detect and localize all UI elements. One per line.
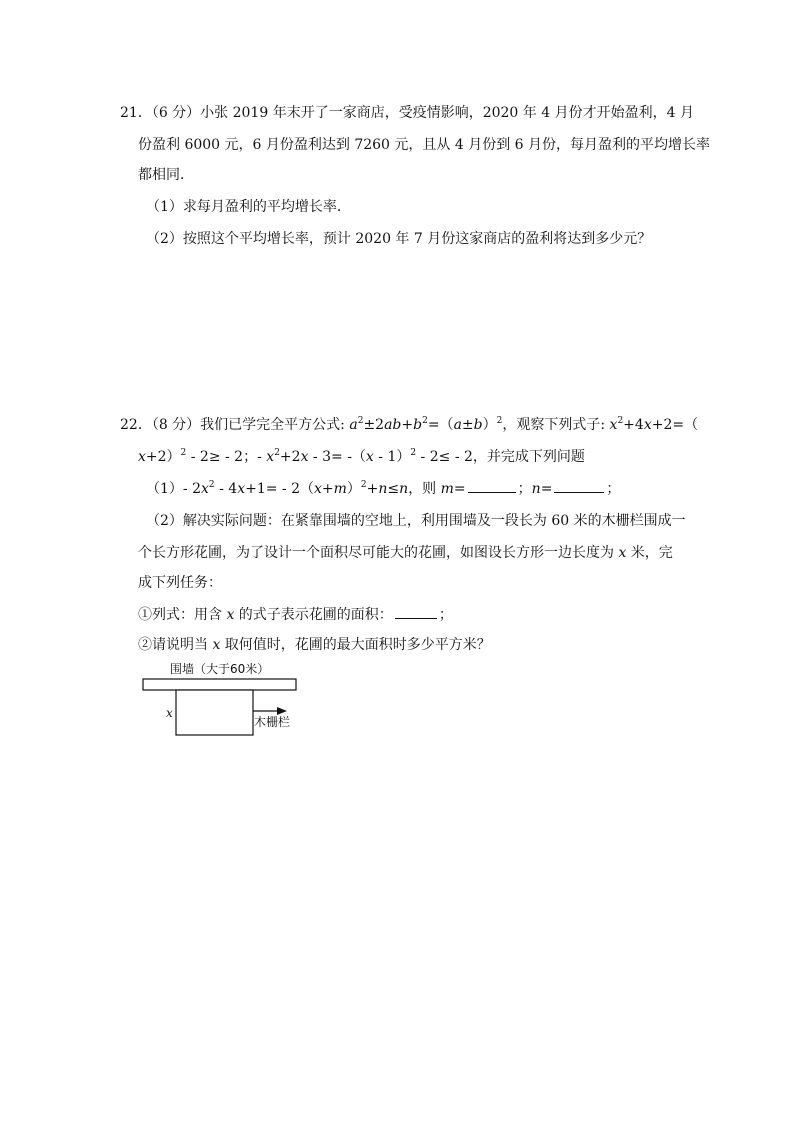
q22-sub-2-line-2	[138, 544, 673, 562]
var-b: b	[413, 417, 423, 433]
exponent: 2	[357, 416, 364, 426]
var-x: x	[266, 449, 275, 465]
q22-sub-2-line-1: （2）解决实际问题：在紧靠围墙的空地上，利用围墙及一段长为 60 米的木栅栏围成一	[146, 513, 686, 529]
q22-text: - 1）	[373, 449, 411, 465]
exponent: 2	[422, 416, 428, 426]
q21-line-1: 21．（6 分）小张 2019 年末开了一家商店，受疫情影响，2020 年 4 月份才开始盈利，4 月	[120, 105, 694, 121]
var-x: x	[226, 607, 235, 623]
q22-line-2	[138, 448, 585, 466]
q22-text: ）	[346, 481, 361, 497]
q22-text: +2=（	[651, 417, 699, 433]
var-n: n	[399, 481, 409, 497]
q22-text: ）	[482, 417, 497, 433]
exponent: 2	[410, 448, 417, 458]
q21-line-2: 份盈利 6000 元，6 月份盈利达到 7260 元，且从 4 月份到 6 月份，每月盈利的平均增长率	[138, 137, 711, 153]
exponent: 2	[360, 480, 367, 490]
q22-sub-1	[146, 480, 620, 498]
q22-text: 米，完	[626, 545, 673, 561]
var-m: m	[333, 481, 347, 497]
q22-text: ±	[461, 417, 474, 433]
q22-task-1	[138, 606, 453, 624]
var-x: x	[237, 481, 246, 497]
q22-text: （1）- 2	[146, 481, 201, 497]
q21-line-3: 都相同．	[138, 167, 194, 183]
wall-rect	[143, 679, 296, 690]
q21-sub-2: （2）按照这个平均增长率，预计 2020 年 7 月份这家商店的盈利将达到多少元？	[146, 231, 652, 247]
q22-text: 取何值时，花圃的最大面积时多少平方米？	[220, 637, 491, 653]
q22-text: ，则	[408, 481, 441, 497]
exponent: 2	[180, 448, 187, 458]
q22-text: ①列式：用含	[138, 607, 227, 623]
answer-blank-n[interactable]	[554, 480, 604, 493]
q22-text: +	[401, 417, 414, 433]
q22-text: - 2≥ - 2；-	[186, 449, 267, 465]
var-m: m	[440, 481, 454, 497]
var-x: x	[643, 417, 652, 433]
exponent: 2	[274, 448, 280, 458]
var-n: n	[378, 481, 388, 497]
q22-text: - 3= -（	[308, 449, 366, 465]
var-x: x	[201, 481, 209, 497]
q22-text: =（	[427, 417, 454, 433]
q22-text: =	[540, 481, 553, 497]
q22-text: +4	[623, 417, 644, 433]
q22-text: =	[453, 481, 466, 497]
var-ab: ab	[384, 417, 402, 433]
arrow-head-icon	[277, 707, 287, 715]
q22-text: +1= - 2（	[245, 481, 314, 497]
var-x: x	[314, 481, 322, 497]
var-n: n	[531, 481, 541, 497]
var-x: x	[212, 637, 221, 653]
q22-text: +2）	[145, 449, 181, 465]
exponent: 2	[208, 480, 215, 490]
var-b: b	[473, 417, 483, 433]
q22-text: ，观察下列式子:	[502, 417, 610, 433]
answer-blank-area[interactable]	[395, 606, 437, 619]
q22-task-2	[138, 636, 491, 654]
answer-blank-m[interactable]	[468, 480, 516, 493]
var-x: x	[138, 449, 146, 465]
side-x-label: x	[166, 706, 173, 720]
var-x: x	[618, 545, 627, 561]
q22-text: +2	[279, 449, 301, 465]
exponent: 2	[496, 416, 503, 426]
q21-sub-1: （1）求每月盈利的平均增长率．	[146, 199, 351, 215]
fence-label: 木栅栏	[254, 715, 291, 729]
q22-text: ；	[517, 481, 532, 497]
q22-text: +	[321, 481, 334, 497]
q22-text: +	[366, 481, 379, 497]
exponent: 2	[617, 416, 624, 426]
q22-text: ±2	[363, 417, 385, 433]
var-a: a	[453, 417, 462, 433]
q22-text: 的式子表示花圃的面积：	[234, 607, 393, 623]
wall-label: 围墙（大于60米）	[170, 662, 270, 676]
var-x: x	[300, 449, 309, 465]
q22-sub-2-line-3: 成下列任务：	[138, 575, 222, 591]
q22-text: ②请说明当	[138, 637, 213, 653]
q22-text: 22．（8 分）我们已学完全平方公式:	[120, 417, 350, 433]
garden-rect	[176, 690, 253, 735]
garden-figure	[140, 658, 310, 742]
var-x: x	[609, 417, 618, 433]
q22-text: ；	[606, 481, 621, 497]
q22-text: ；	[438, 607, 453, 623]
q22-text: ≤	[387, 481, 400, 497]
var-a: a	[349, 417, 358, 433]
q22-text: 个长方形花圃，为了设计一个面积尽可能大的花圃，如图设长方形一边长度为	[138, 545, 619, 561]
var-x: x	[365, 449, 374, 465]
q22-text: - 2≤ - 2，并完成下列问题	[416, 449, 585, 465]
q22-text: - 4	[214, 481, 238, 497]
q22-line-1	[120, 416, 698, 434]
